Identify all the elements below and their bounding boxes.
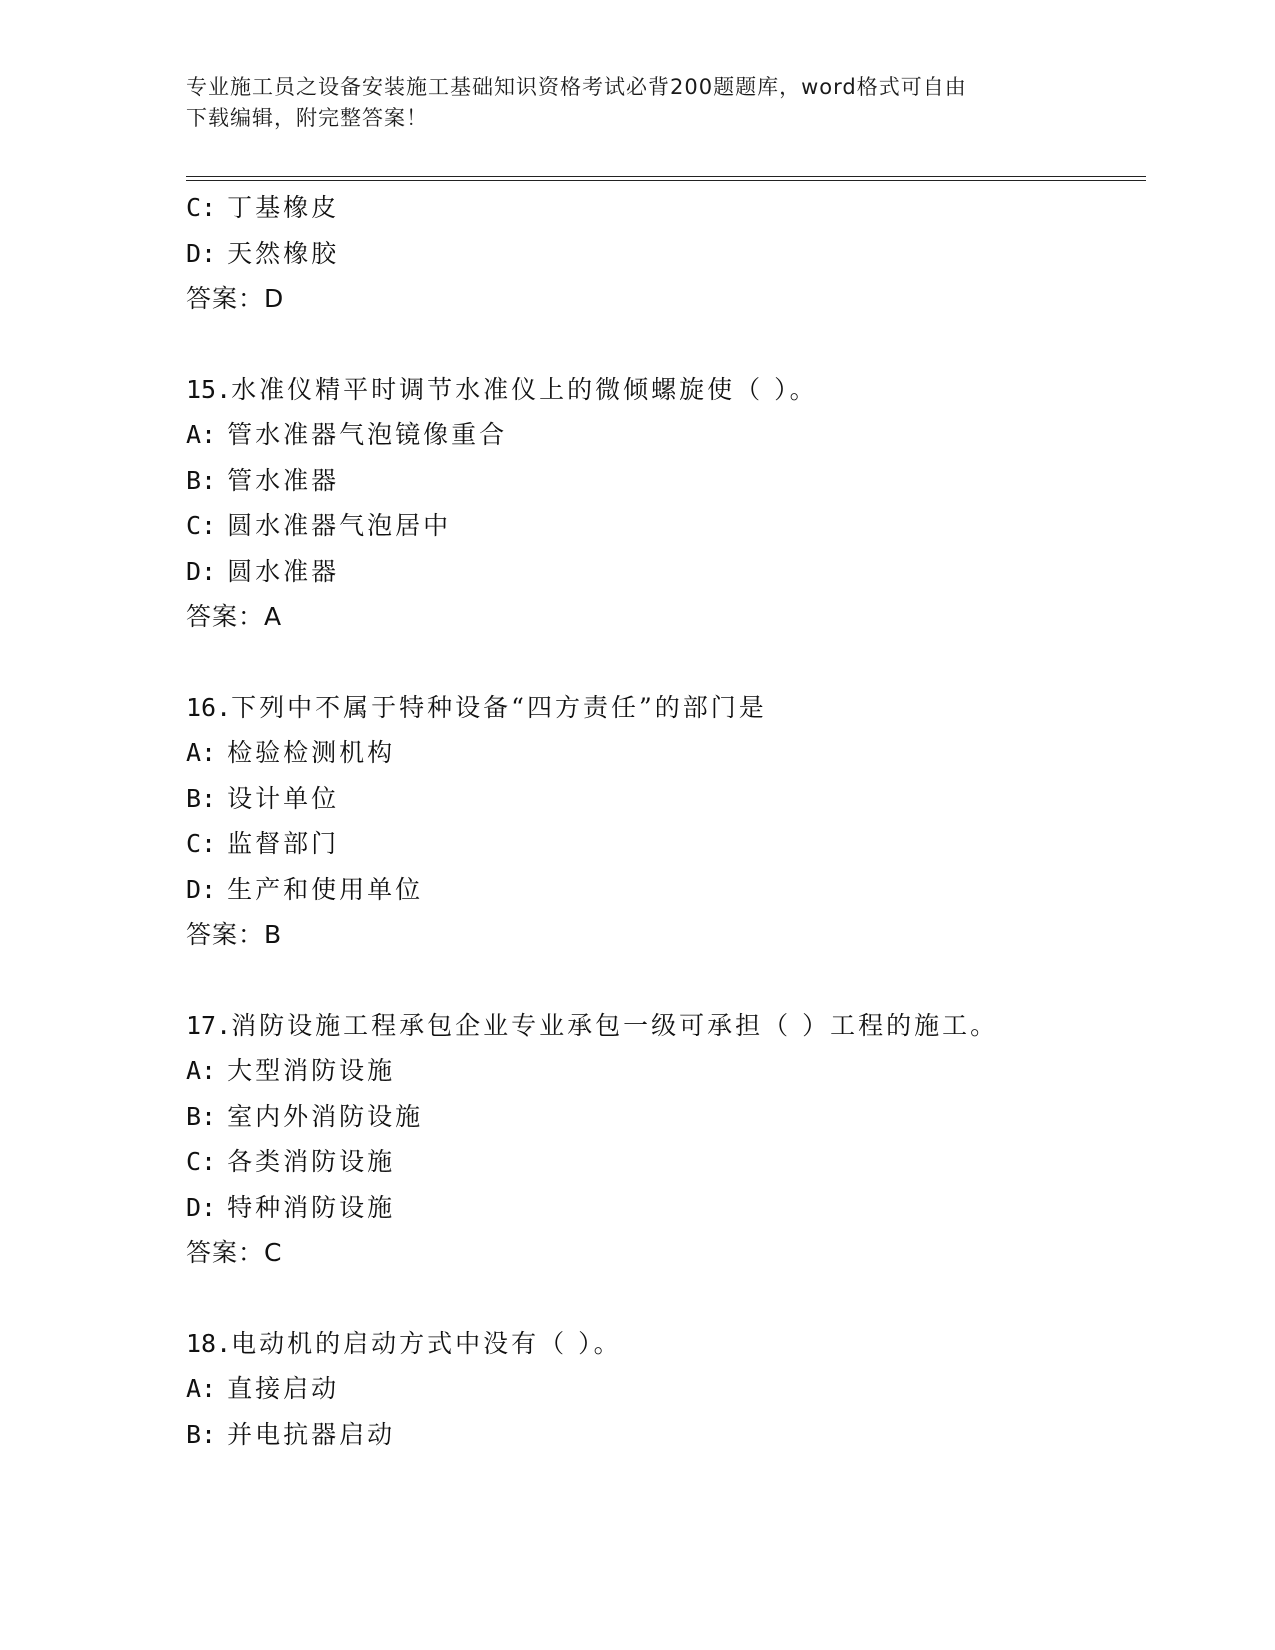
q18-option-b: B: 并电抗器启动 xyxy=(186,1419,396,1449)
q17-option-b: B: 室内外消防设施 xyxy=(186,1101,424,1131)
q16-stem: 16.下列中不属于特种设备“四方责任”的部门是 xyxy=(186,692,767,722)
q18-option-a: A: 直接启动 xyxy=(186,1374,340,1403)
q14-option-c: C: 丁基橡皮 xyxy=(186,193,340,222)
spacer xyxy=(186,1276,1146,1321)
header-line-1: 专业施工员之设备安装施工基础知识资格考试必背200题题库，word格式可自由 xyxy=(186,75,967,99)
q15-option-a: A: 管水准器气泡镜像重合 xyxy=(186,420,508,449)
q14-answer: 答案：D xyxy=(186,284,285,313)
q16-option-a: A: 检验检测机构 xyxy=(186,738,396,767)
q15-option-c: C: 圆水准器气泡居中 xyxy=(186,511,452,540)
q17-stem: 17.消防设施工程承包企业专业承包一级可承担（ ）工程的施工。 xyxy=(186,1010,999,1040)
q16-option-b: B: 设计单位 xyxy=(186,783,340,813)
q16-option-c: C: 监督部门 xyxy=(186,829,340,858)
header-double-rule xyxy=(186,176,1146,181)
q16-option-d: D: 生产和使用单位 xyxy=(186,874,424,904)
q15-stem: 15.水准仪精平时调节水准仪上的微倾螺旋使（ ）。 xyxy=(186,374,818,404)
q15-option-d: D: 圆水准器 xyxy=(186,556,340,586)
q18-stem: 18.电动机的启动方式中没有（ ）。 xyxy=(186,1328,622,1358)
q14-option-d: D: 天然橡胶 xyxy=(186,238,340,268)
question-list xyxy=(186,185,1146,1457)
q17-option-c: C: 各类消防设施 xyxy=(186,1147,396,1176)
q17-option-d: D: 特种消防设施 xyxy=(186,1192,396,1222)
q15-option-b: B: 管水准器 xyxy=(186,465,340,495)
spacer xyxy=(186,640,1146,685)
q17-option-a: A: 大型消防设施 xyxy=(186,1056,396,1085)
spacer xyxy=(186,322,1146,367)
document-header xyxy=(186,72,1066,134)
q17-answer: 答案：C xyxy=(186,1238,283,1267)
spacer xyxy=(186,958,1146,1003)
q16-answer: 答案：B xyxy=(186,920,283,949)
header-line-2: 下载编辑，附完整答案！ xyxy=(186,106,428,130)
q15-answer: 答案：A xyxy=(186,602,283,631)
